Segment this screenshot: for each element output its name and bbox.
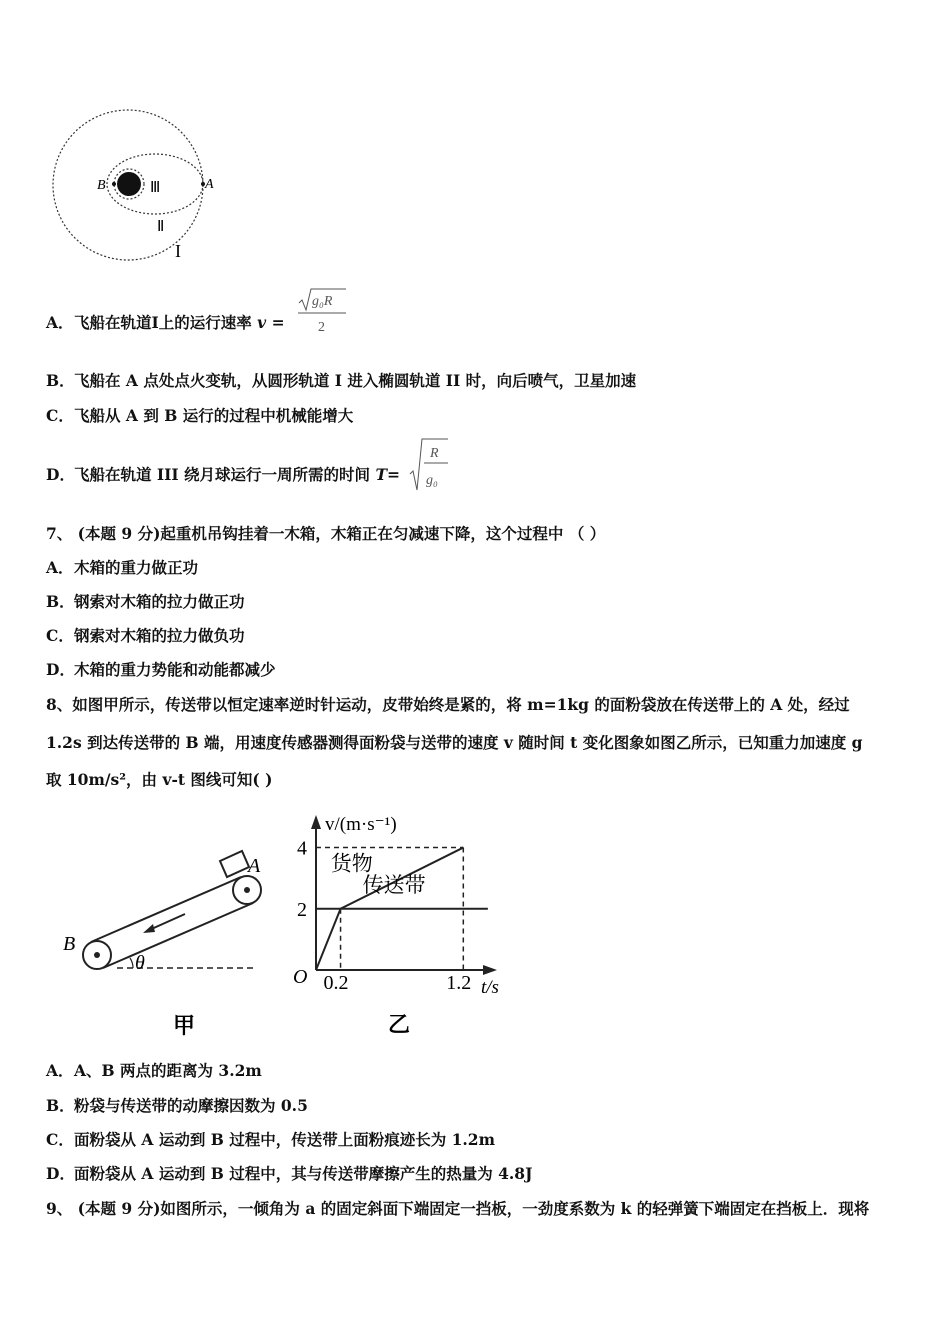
orbit-label-III: Ⅲ xyxy=(150,180,161,196)
q8-stem-line3: 取 10m/s²，由 v-t 图线可知( ) xyxy=(46,770,273,789)
belt-top xyxy=(91,877,241,942)
q8-option-A: A．A、B 两点的距离为 3.2m xyxy=(46,1061,262,1080)
belt-bottom xyxy=(103,903,253,968)
vt-caption: 乙 xyxy=(388,1012,411,1037)
belt-direction-arrowhead xyxy=(143,924,155,933)
q8-option-D: D．面粉袋从 A 运动到 B 过程中，其与传送带摩擦产生的热量为 4.8J xyxy=(46,1164,533,1183)
vt-chart xyxy=(285,805,525,1045)
vt-xtick-1: 1.2 xyxy=(446,972,472,994)
q6-option-A: A．飞船在轨道I上的运行速率 v = xyxy=(46,313,285,332)
conveyor-label-A: A xyxy=(248,855,261,877)
orbit-label-I: I xyxy=(175,241,181,261)
q8-option-C: C．面粉袋从 A 运动到 B 过程中，传送带上面粉痕迹长为 1.2m xyxy=(46,1130,495,1149)
vt-ytick-0: 2 xyxy=(297,898,307,921)
moon-body xyxy=(117,172,141,196)
conveyor-caption: 甲 xyxy=(173,1013,196,1038)
q7-option-A: A．木箱的重力做正功 xyxy=(46,558,199,577)
conveyor-figure xyxy=(55,840,270,1045)
orbit-label-B: B xyxy=(97,178,106,193)
orbit-label-A: A xyxy=(205,177,214,192)
q7-option-B: B．钢索对木箱的拉力做正功 xyxy=(46,592,245,611)
q6-D-formula-den: g₀ xyxy=(426,473,438,488)
point-B-dot xyxy=(112,182,116,186)
vt-ytick-1: 4 xyxy=(297,837,307,860)
vt-series-label-cargo: 货物 xyxy=(330,851,373,876)
q6-option-D: D．飞船在轨道 III 绕月球运行一周所需的时间 T= xyxy=(46,465,400,484)
q7-stem: 7、 (本题 9 分)起重机吊钩挂着一木箱，木箱正在匀减速下降，这个过程中 （ ） xyxy=(46,524,606,543)
q8-option-B: B．粉袋与传送带的动摩擦因数为 0.5 xyxy=(46,1096,308,1115)
vt-origin-label: O xyxy=(293,966,308,988)
pulley-A-center xyxy=(244,887,250,893)
q7-option-C: C．钢索对木箱的拉力做负功 xyxy=(46,626,245,645)
q6-A-formula-den: 2 xyxy=(318,320,325,335)
q6-option-B: B．飞船在 A 点处点火变轨，从圆形轨道 I 进入椭圆轨道 II 时，向后喷气，卫星加速 xyxy=(46,371,637,390)
vt-series-label-belt: 传送带 xyxy=(362,872,426,897)
q6-D-formula xyxy=(408,436,453,496)
vt-xtick-0: 0.2 xyxy=(323,972,349,994)
q8-stem-line1: 8、如图甲所示，传送带以恒定速率逆时针运动，皮带始终是紧的，将 m=1kg 的面粉袋放在传送带上的 A 处，经过 xyxy=(46,695,850,714)
q9-stem: 9、 (本题 9 分)如图所示，一倾角为 a 的固定斜面下端固定一挡板，一劲度系数为 k 的轻弹簧下端固定在挡板上．现将 xyxy=(46,1199,870,1218)
theta-arc xyxy=(130,958,133,968)
orbit-figure xyxy=(40,100,230,270)
conveyor-label-B: B xyxy=(63,933,76,955)
q6-D-formula-num: R xyxy=(430,446,439,461)
orbit-label-II: Ⅱ xyxy=(157,219,165,235)
pulley-B-center xyxy=(94,952,100,958)
q6-A-formula-num: g₀R xyxy=(312,294,333,309)
q8-stem-line2: 1.2s 到达传送带的 B 端，用速度传感器测得面粉袋与送带的速度 v 随时间 t 变化图象如图乙所示，已知重力加速度 g xyxy=(46,733,863,752)
conveyor-label-theta: θ xyxy=(135,952,145,974)
q6-option-C: C．飞船从 A 到 B 运行的过程中机械能增大 xyxy=(46,406,354,425)
vt-xlabel: t/s xyxy=(481,977,499,998)
vt-x-axis-arrow xyxy=(483,965,497,975)
q7-option-D: D．木箱的重力势能和动能都减少 xyxy=(46,660,276,679)
flour-bag xyxy=(220,851,249,877)
vt-y-axis-arrow xyxy=(311,815,321,829)
vt-ylabel: v/(m·s⁻¹) xyxy=(325,814,397,835)
q6-A-formula xyxy=(296,286,356,336)
